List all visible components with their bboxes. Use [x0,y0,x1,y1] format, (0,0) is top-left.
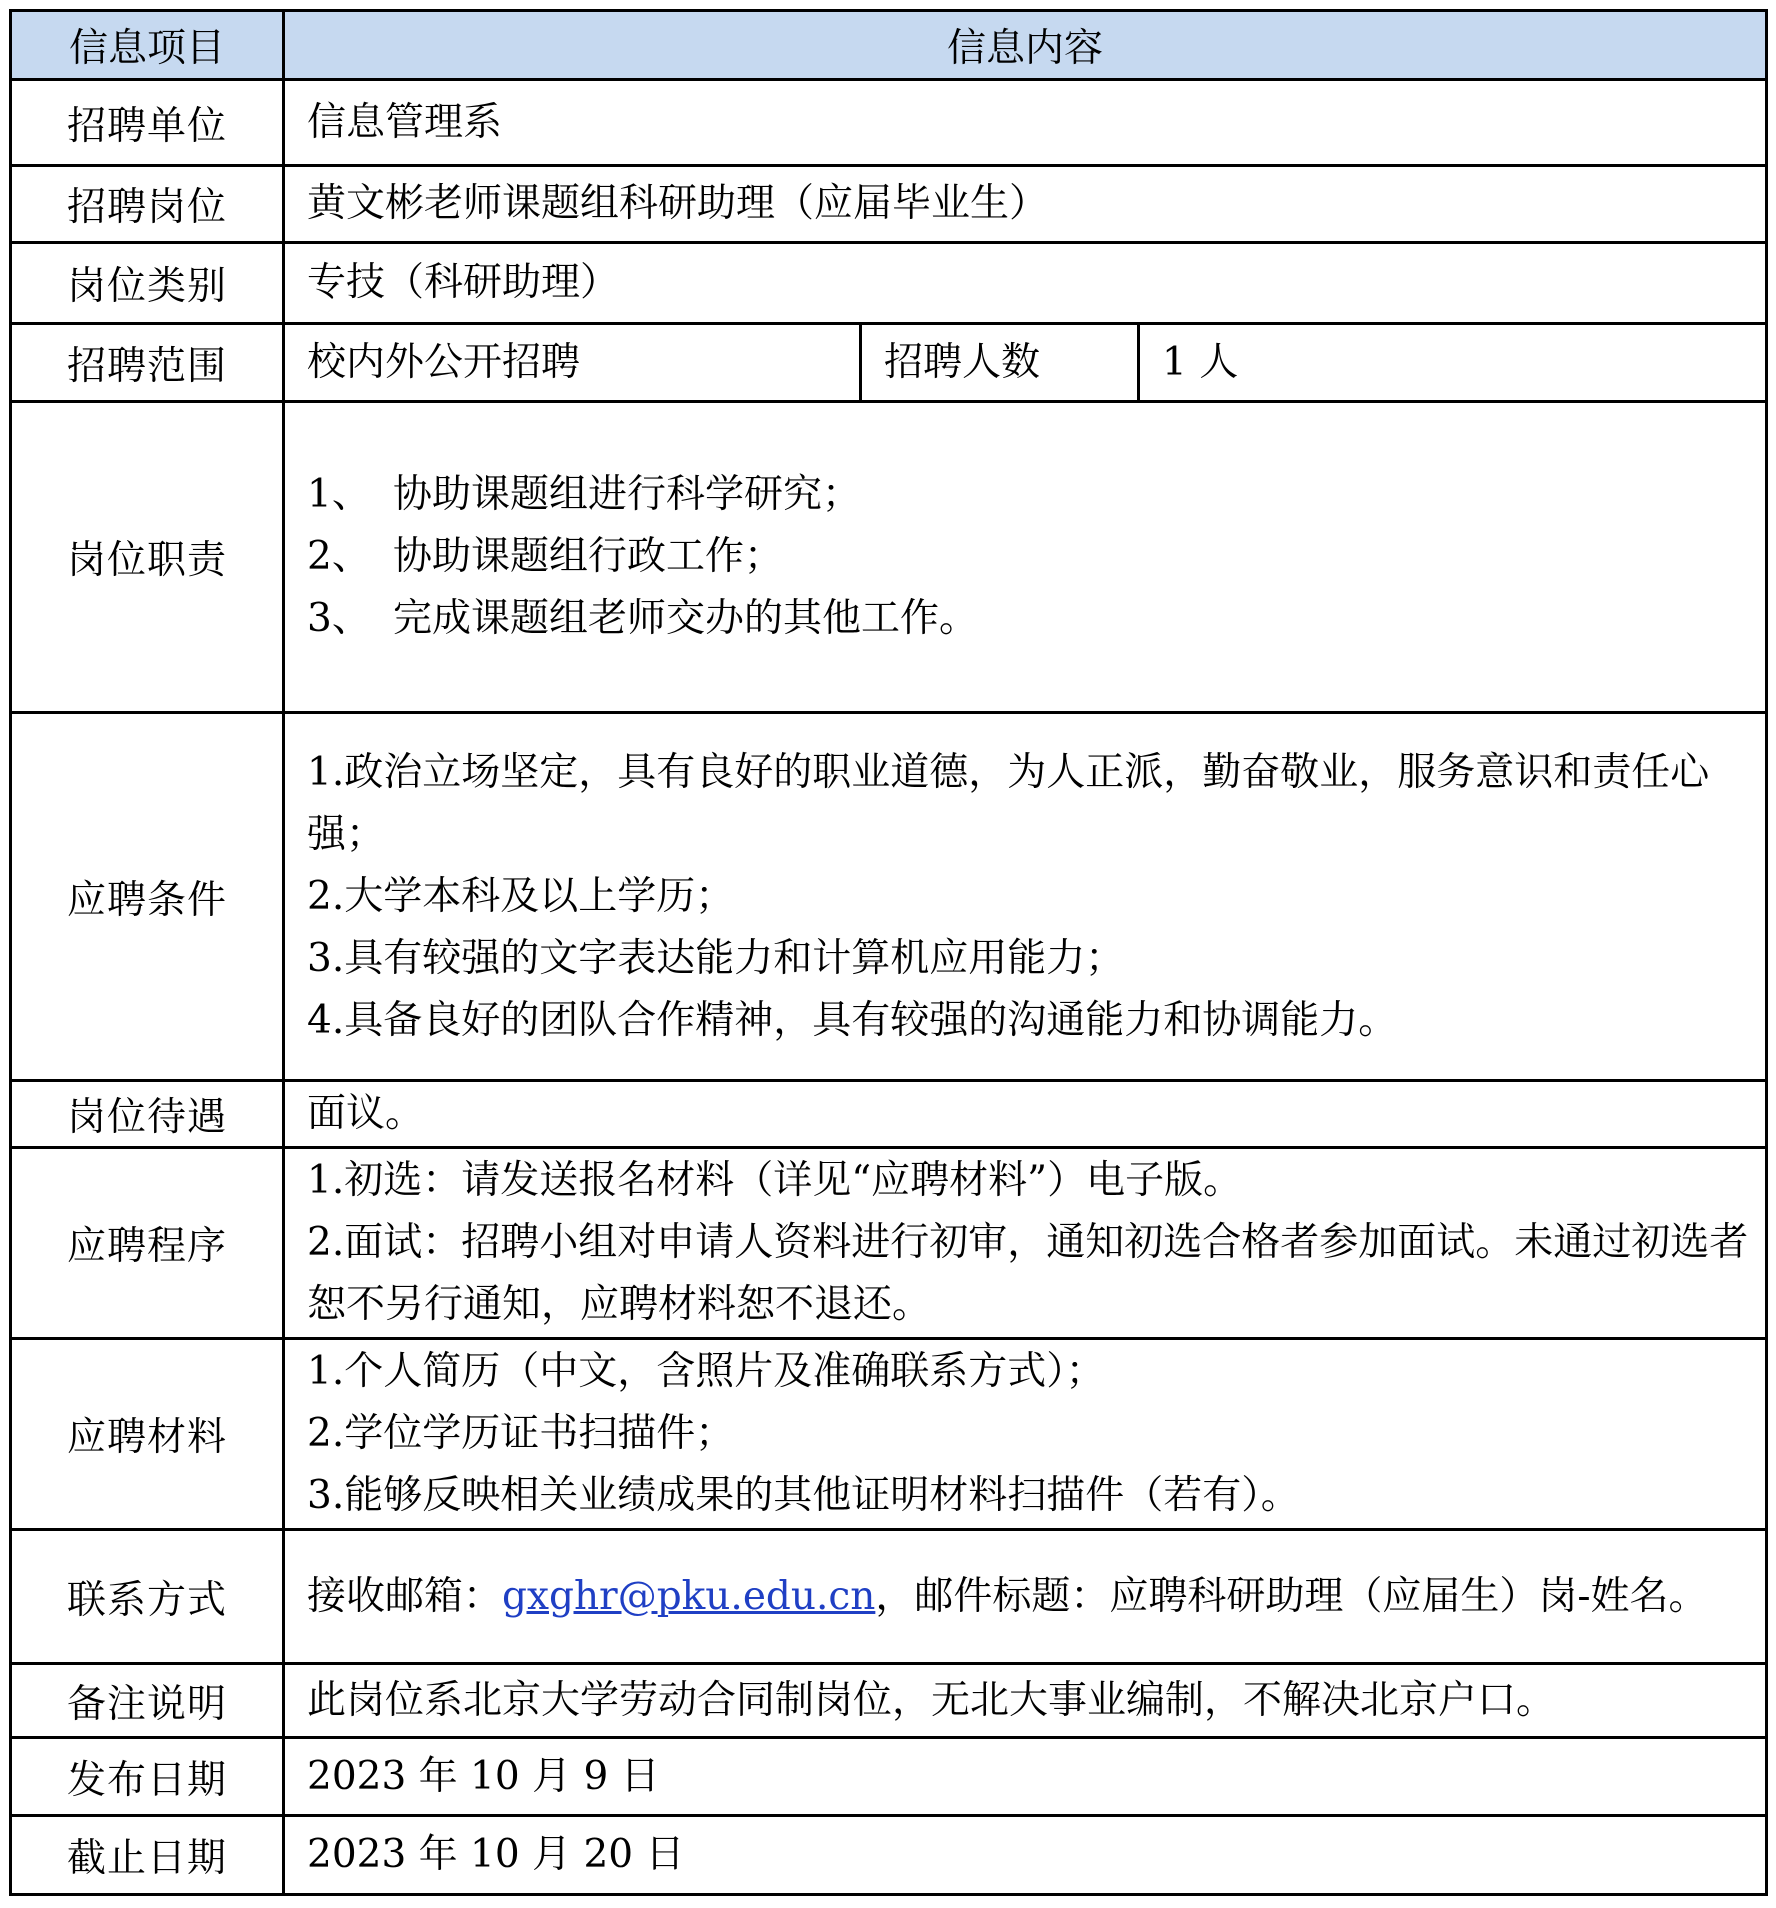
material-item: 3.能够反映相关业绩成果的其他证明材料扫描件（若有）。 [307,1473,1300,1518]
label-treatment: 岗位待遇 [11,1081,284,1148]
row-category [11,243,1767,324]
label-unit: 招聘单位 [11,80,284,166]
label-materials: 应聘材料 [11,1339,284,1530]
value-requirements [284,713,1767,1081]
row-requirements [11,713,1767,1081]
value-contact [284,1530,1767,1664]
value-unit: 信息管理系 [284,80,1767,166]
value-deadline: 2023 年 10 月 20 日 [284,1816,1767,1895]
row-remarks [11,1664,1767,1738]
contact-suffix: ，邮件标题：应聘科研助理（应届生）岗-姓名。 [875,1573,1708,1619]
duty-item: 1、 协助课题组进行科学研究； [307,472,862,517]
requirement-item: 2.大学本科及以上学历； [307,873,735,919]
duty-item: 2、 协助课题组行政工作； [307,534,784,579]
label-requirements: 应聘条件 [11,713,284,1081]
value-position: 黄文彬老师课题组科研助理（应届毕业生） [284,166,1767,243]
row-duties [11,402,1767,713]
material-item: 2.学位学历证书扫描件； [307,1411,735,1456]
contact-prefix: 接收邮箱： [307,1573,503,1619]
procedure-item: 1.初选：请发送报名材料（详见“应聘材料”）电子版。 [307,1158,1243,1203]
row-unit [11,80,1767,166]
value-publish-date: 2023 年 10 月 9 日 [284,1738,1767,1816]
label-contact: 联系方式 [11,1530,284,1664]
row-treatment [11,1081,1767,1148]
value-count: 1 人 [1139,324,1767,402]
recruitment-info-table [9,9,1768,1896]
value-scope: 校内外公开招聘 [284,324,861,402]
recruitment-info-table-wrapper [9,9,1765,1896]
label-scope: 招聘范围 [11,324,284,402]
requirement-item: 3.具有较强的文字表达能力和计算机应用能力； [307,935,1125,981]
requirement-item: 4.具备良好的团队合作精神，具有较强的沟通能力和协调能力。 [307,997,1398,1043]
label-remarks: 备注说明 [11,1664,284,1738]
value-procedure [284,1148,1767,1339]
row-publish-date [11,1738,1767,1816]
value-materials [284,1339,1767,1530]
requirement-item: 1.政治立场坚定，具有良好的职业道德，为人正派，勤奋敬业，服务意识和责任心强； [307,749,1710,857]
row-contact [11,1530,1767,1664]
value-category: 专技（科研助理） [284,243,1767,324]
label-count: 招聘人数 [861,324,1139,402]
label-position: 招聘岗位 [11,166,284,243]
material-item: 1.个人简历（中文，含照片及准确联系方式）； [307,1349,1105,1394]
row-materials [11,1339,1767,1530]
email-link[interactable]: gxghr@pku.edu.cn [502,1573,876,1619]
value-treatment: 面议。 [284,1081,1767,1148]
row-scope [11,324,1767,402]
header-item: 信息项目 [11,11,284,80]
value-remarks: 此岗位系北京大学劳动合同制岗位，无北大事业编制，不解决北京户口。 [284,1664,1767,1738]
label-deadline: 截止日期 [11,1816,284,1895]
header-content: 信息内容 [284,11,1767,80]
procedure-item: 2.面试：招聘小组对申请人资料进行初审，通知初选合格者参加面试。未通过初选者恕不另行通知，应聘材料恕不退还。 [307,1220,1749,1327]
label-duties: 岗位职责 [11,402,284,713]
label-procedure: 应聘程序 [11,1148,284,1339]
duty-item: 3、 完成课题组老师交办的其他工作。 [307,596,979,641]
row-deadline [11,1816,1767,1895]
value-duties [284,402,1767,713]
row-position [11,166,1767,243]
row-procedure [11,1148,1767,1339]
label-publish-date: 发布日期 [11,1738,284,1816]
header-row [11,11,1767,80]
label-category: 岗位类别 [11,243,284,324]
